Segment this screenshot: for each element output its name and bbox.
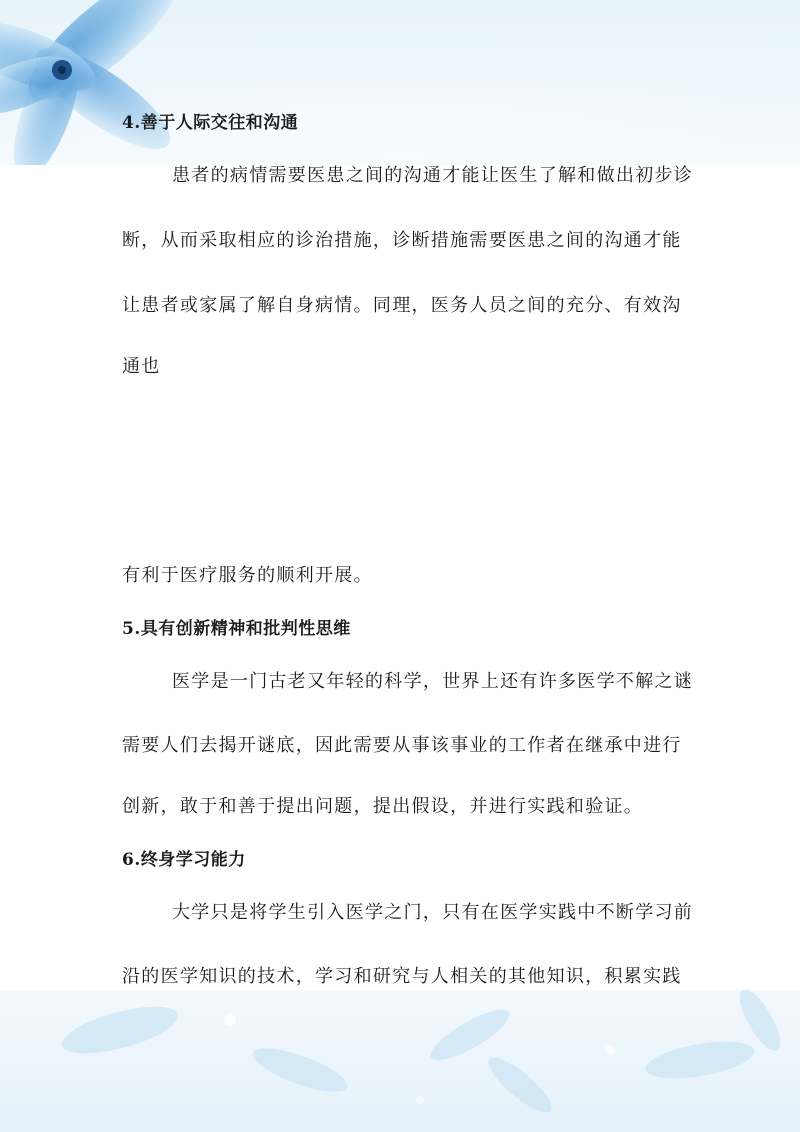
paragraph-line: 通也 bbox=[122, 356, 161, 377]
paragraph-line: 医学是一门古老又年轻的科学，世界上还有许多医学不解之谜 bbox=[172, 671, 694, 692]
paragraph-line: 需要人们去揭开谜底，因此需要从事该事业的工作者在继承中进行 bbox=[122, 735, 682, 756]
paragraph-line: 有利于医疗服务的顺利开展。 bbox=[122, 565, 373, 586]
paragraph-line: 断，从而采取相应的诊治措施，诊断措施需要医患之间的沟通才能 bbox=[122, 230, 682, 251]
section-heading-6: 6.终身学习能力 bbox=[122, 850, 246, 870]
paragraph-line: 大学只是将学生引入医学之门，只有在医学实践中不断学习前 bbox=[172, 902, 694, 923]
paragraph-line: 沿的医学知识的技术，学习和研究与人相关的其他知识，积累实践 bbox=[122, 966, 682, 987]
section-heading-5: 5.具有创新精神和批判性思维 bbox=[122, 619, 351, 639]
paragraph-line: 患者的病情需要医患之间的沟通才能让医生了解和做出初步诊 bbox=[172, 165, 694, 186]
paragraph-line: 让患者或家属了解自身病情。同理，医务人员之间的充分、有效沟 bbox=[122, 295, 682, 316]
paragraph-line: 创新，敢于和善于提出问题，提出假设，并进行实践和验证。 bbox=[122, 796, 644, 817]
section-heading-4: 4.善于人际交往和沟通 bbox=[122, 113, 299, 133]
